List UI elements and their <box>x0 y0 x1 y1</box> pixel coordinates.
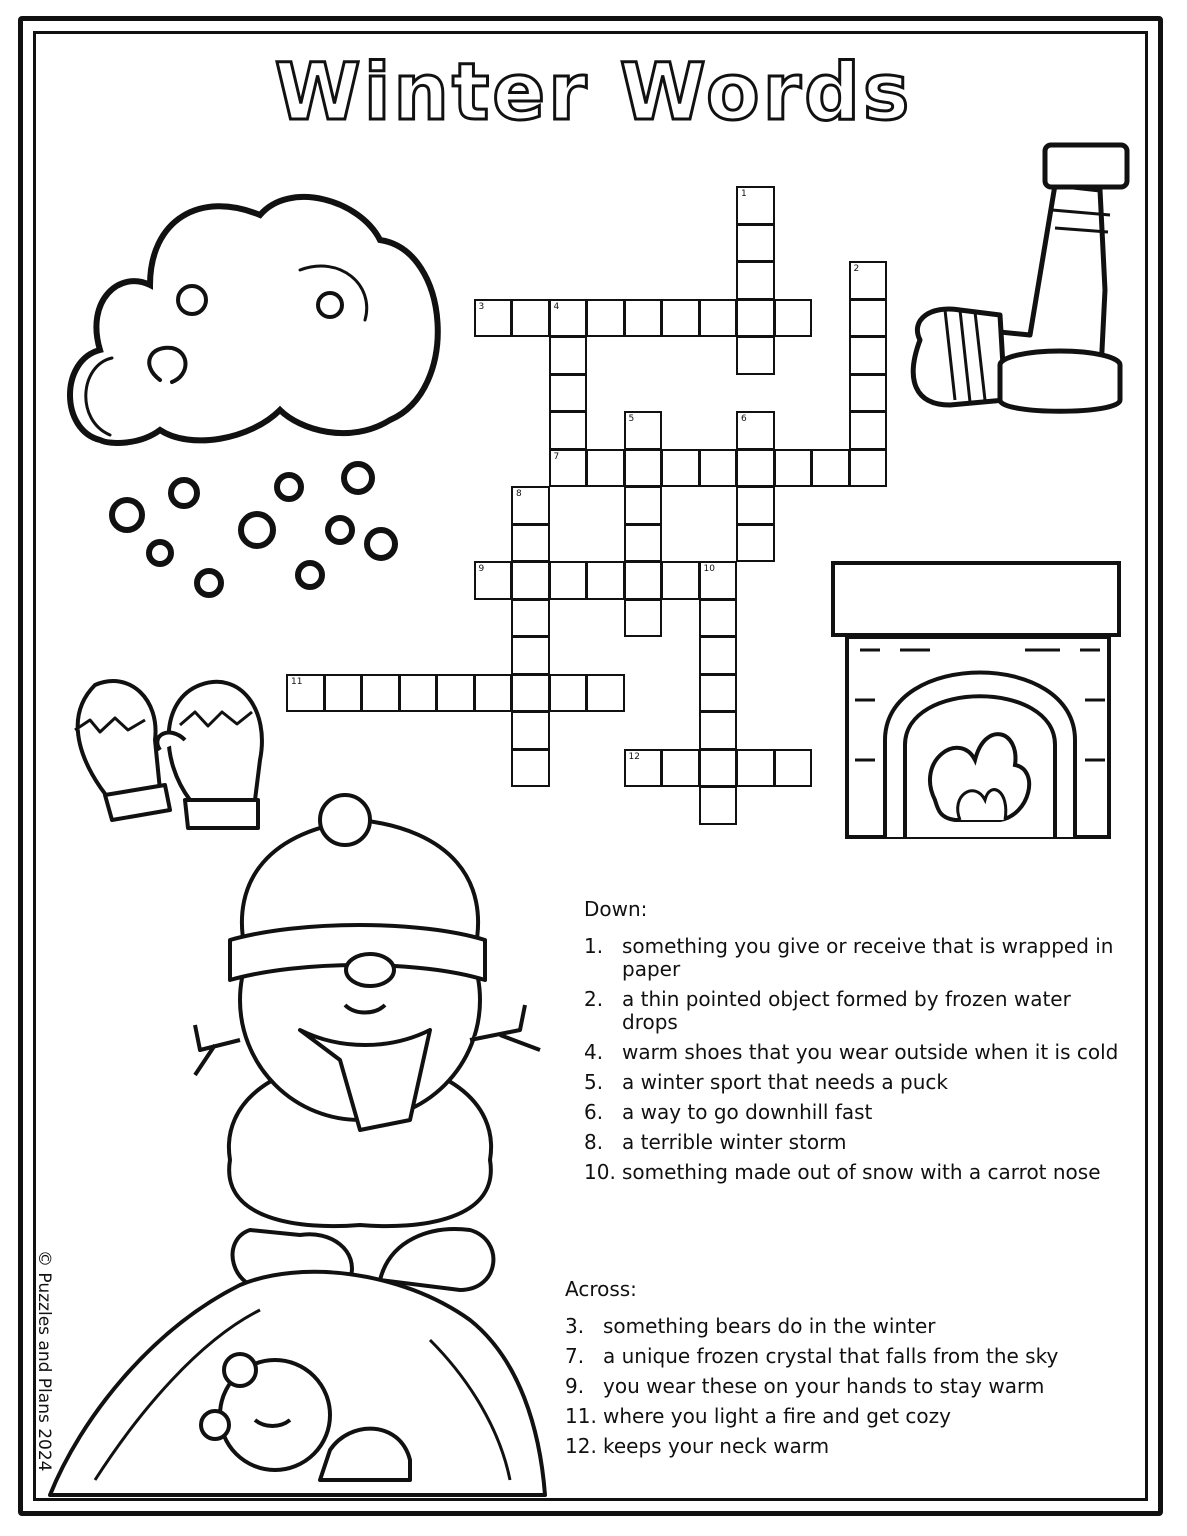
crossword-cell[interactable] <box>511 636 550 675</box>
clue-text: a way to go downhill fast <box>622 1100 873 1124</box>
down-clue <box>584 1071 1129 1094</box>
crossword-cell[interactable] <box>699 786 738 825</box>
crossword-cell[interactable] <box>586 674 625 713</box>
crossword-cell[interactable] <box>549 449 588 488</box>
crossword-cell[interactable] <box>511 674 550 713</box>
down-clue <box>584 1161 1129 1184</box>
crossword-cell[interactable] <box>699 636 738 675</box>
clue-number: 4. <box>584 1040 604 1064</box>
crossword-cell[interactable] <box>736 449 775 488</box>
crossword-cell[interactable] <box>849 374 888 413</box>
crossword-cell[interactable] <box>549 336 588 375</box>
across-clue <box>565 1375 1135 1398</box>
clue-text: something made out of snow with a carrot nose <box>622 1160 1101 1184</box>
crossword-cell[interactable] <box>849 449 888 488</box>
clue-number: 11. <box>565 1404 597 1428</box>
crossword-cell[interactable] <box>549 674 588 713</box>
across-clue <box>565 1435 1135 1458</box>
clue-number-label: 4 <box>553 301 560 312</box>
crossword-cell[interactable] <box>849 411 888 450</box>
clue-text: you wear these on your hands to stay warm <box>603 1374 1045 1398</box>
crossword-cell[interactable] <box>661 749 700 788</box>
clue-number-label: 3 <box>478 301 485 312</box>
crossword-cell[interactable] <box>511 749 550 788</box>
clue-text: a unique frozen crystal that falls from the sky <box>603 1344 1059 1368</box>
crossword-cell[interactable] <box>511 561 550 600</box>
crossword-cell[interactable] <box>774 749 813 788</box>
clue-number-label: 12 <box>628 751 640 762</box>
crossword-cell[interactable] <box>699 674 738 713</box>
across-clue <box>565 1405 1135 1428</box>
clue-number: 6. <box>584 1100 604 1124</box>
clue-number-label: 9 <box>478 564 485 574</box>
crossword-cell[interactable] <box>474 674 513 713</box>
clue-number-label: 1 <box>741 189 747 199</box>
crossword-cell[interactable] <box>736 749 775 788</box>
copyright-notice: © Puzzles and Plans 2024 <box>34 1250 54 1472</box>
crossword-cell[interactable] <box>736 224 775 263</box>
crossword-cell[interactable] <box>586 299 625 338</box>
crossword-cell[interactable] <box>511 524 550 563</box>
crossword-cell[interactable] <box>774 449 813 488</box>
crossword-cell[interactable] <box>549 299 588 338</box>
crossword-cell[interactable] <box>736 336 775 375</box>
crossword-cell[interactable] <box>736 411 775 450</box>
crossword-cell[interactable] <box>661 561 700 600</box>
crossword-cell[interactable] <box>736 486 775 525</box>
crossword-cell[interactable] <box>624 524 663 563</box>
down-clue <box>584 1131 1129 1154</box>
across-heading: Across: <box>565 1277 637 1301</box>
down-clues <box>584 898 1129 1191</box>
page-title: Winter Words <box>274 48 913 138</box>
crossword-cell[interactable] <box>736 186 775 225</box>
crossword-cell[interactable] <box>811 449 850 488</box>
crossword-cell[interactable] <box>436 674 475 713</box>
crossword-cell[interactable] <box>324 674 363 713</box>
crossword-cell[interactable] <box>624 299 663 338</box>
crossword-cell[interactable] <box>586 561 625 600</box>
crossword-cell[interactable] <box>624 411 663 450</box>
down-clue <box>584 935 1129 981</box>
crossword-cell[interactable] <box>624 561 663 600</box>
crossword-cell[interactable] <box>736 524 775 563</box>
clue-text: something bears do in the winter <box>603 1314 936 1338</box>
clue-number-label: 10 <box>703 564 715 574</box>
crossword-cell[interactable] <box>624 449 663 488</box>
clue-number-label: 2 <box>853 264 860 274</box>
clue-number: 7. <box>565 1344 585 1368</box>
crossword-cell[interactable] <box>474 299 513 338</box>
crossword-cell[interactable] <box>511 299 550 338</box>
crossword-cell[interactable] <box>699 449 738 488</box>
clue-text: a terrible winter storm <box>622 1130 847 1154</box>
down-clue <box>584 1041 1129 1064</box>
crossword-cell[interactable] <box>286 674 325 713</box>
crossword-cell[interactable] <box>624 486 663 525</box>
across-clue <box>565 1315 1135 1338</box>
clue-number: 8. <box>584 1130 604 1154</box>
crossword-cell[interactable] <box>699 599 738 638</box>
clue-number-label: 7 <box>553 451 560 462</box>
down-clue <box>584 1101 1129 1124</box>
crossword-cell[interactable] <box>699 561 738 600</box>
clue-text: warm shoes that you wear outside when it is cold <box>622 1040 1119 1064</box>
crossword-cell[interactable] <box>736 261 775 300</box>
crossword-cell[interactable] <box>736 299 775 338</box>
clue-number: 1. <box>584 934 604 958</box>
crossword-cell[interactable] <box>624 749 663 788</box>
clue-number: 5. <box>584 1070 604 1094</box>
across-clue <box>565 1345 1135 1368</box>
crossword-cell[interactable] <box>661 449 700 488</box>
clue-number-label: 6 <box>741 414 747 424</box>
across-clues <box>565 1278 1135 1465</box>
crossword-cell[interactable] <box>699 299 738 338</box>
crossword-cell[interactable] <box>849 336 888 375</box>
crossword-cell[interactable] <box>549 411 588 450</box>
crossword-cell[interactable] <box>361 674 400 713</box>
clue-number-label: 8 <box>516 489 522 499</box>
crossword-cell[interactable] <box>474 561 513 600</box>
clue-text: keeps your neck warm <box>603 1434 830 1458</box>
crossword-cell[interactable] <box>661 299 700 338</box>
crossword-cell[interactable] <box>586 449 625 488</box>
crossword-cell[interactable] <box>849 261 888 300</box>
clue-number: 3. <box>565 1314 585 1338</box>
crossword-cell[interactable] <box>399 674 438 713</box>
clue-number-label: 11 <box>291 676 303 687</box>
clue-text: a winter sport that needs a puck <box>622 1070 948 1094</box>
down-heading: Down: <box>584 897 648 921</box>
clue-text: where you light a fire and get cozy <box>603 1404 951 1428</box>
clue-text: something you give or receive that is wrapped in paper <box>622 934 1114 981</box>
crossword-cell[interactable] <box>699 711 738 750</box>
crossword-cell[interactable] <box>699 749 738 788</box>
crossword-cell[interactable] <box>849 299 888 338</box>
clue-number-label: 5 <box>628 414 635 424</box>
crossword-cell[interactable] <box>774 299 813 338</box>
crossword-cell[interactable] <box>549 561 588 600</box>
crossword-cell[interactable] <box>511 599 550 638</box>
crossword-cell[interactable] <box>624 599 663 638</box>
clue-text: a thin pointed object formed by frozen water drops <box>622 987 1071 1034</box>
crossword-cell[interactable] <box>511 711 550 750</box>
down-clue <box>584 988 1129 1034</box>
clue-number: 10. <box>584 1160 616 1184</box>
clue-number: 2. <box>584 987 604 1011</box>
clue-number: 9. <box>565 1374 585 1398</box>
crossword-cell[interactable] <box>549 374 588 413</box>
clue-number: 12. <box>565 1434 597 1458</box>
crossword-cell[interactable] <box>511 486 550 525</box>
